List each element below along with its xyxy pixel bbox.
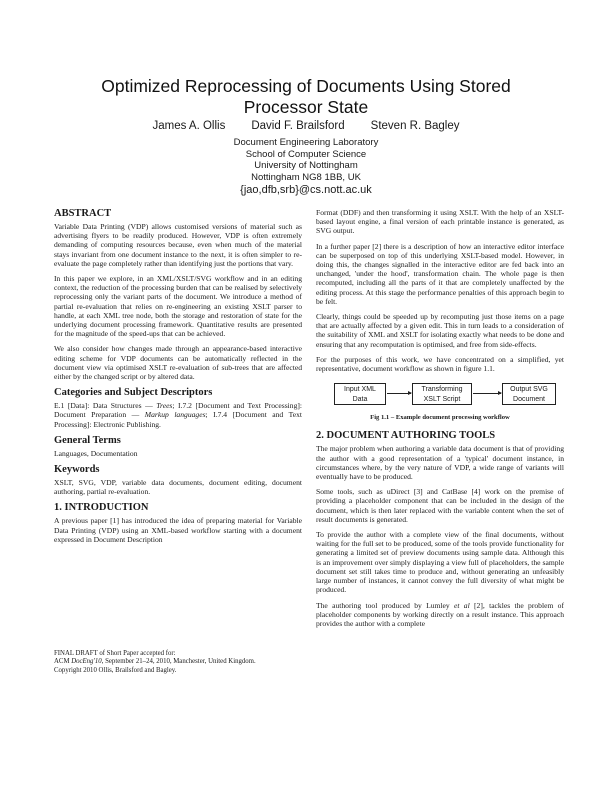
s2p4-part-c: [2], tackles the problem of placeholder components by working directly on a result instance. This approach provides the author with a complete	[316, 600, 564, 628]
section-2-paragraph-2: Some tools, such as uDirect [3] and CatBase [4] work on the premise of providing a placeholder component that can be included in the design of the document, which is then later replaced with the variable content when the set of result documents is generated.	[316, 487, 564, 524]
figure-box-2-line-1: Transforming	[421, 386, 463, 394]
s2p4-italic: et al	[454, 600, 470, 610]
author-3: Steven R. Bagley	[370, 120, 460, 132]
section-2-heading: 2. DOCUMENT AUTHORING TOOLS	[316, 430, 496, 442]
section-2-paragraph-3: To provide the author with a complete view of the final documents, without waiting for the full set to be produced, some of the tools provide functionality for generating a limited set of preview documents using sample data. Although this is an improvement over simply displaying a view full of placeholders, the sample document set still takes time to produce and, without generating an unfeasibly large number of instances, it cannot convey the full diversity of what might be produced.	[316, 530, 564, 595]
figure-box-output-svg	[502, 383, 556, 405]
title-line-1: Optimized Reprocessing of Documents Using Stored	[101, 76, 511, 96]
intro-paragraph-4: For the purposes of this work, we have concentrated on a simplified, yet representative, document workflow as shown in figure 1.1.	[316, 354, 564, 374]
footnote-line-3: Copyright 2010 Ollis, Brailsford and Bagley.	[54, 666, 177, 674]
abstract-paragraph-3: We also consider how changes made through an appearance-based interactive editing scheme for VDP documents can be automatically reflected in the document view via optimised XSLT re-evaluation of sub-trees that are affected either by the changed script or by altered data.	[54, 344, 302, 382]
figure-box-1-line-1: Input XML	[344, 386, 376, 394]
terms-heading: General Terms	[54, 434, 121, 446]
intro-paragraph-1-cont: Format (DDF) and then transforming it using XSLT. With the help of an XSLT-based layout engine, a final version of each printable instance is generated, as SVG output.	[316, 208, 564, 236]
categories-part-b: ; I.7.2 [Document and Text Processing]: Document Preparation —	[54, 401, 303, 420]
affil-email: {jao,dfb,srb}@cs.nott.ac.uk	[240, 184, 372, 196]
author-1: James A. Ollis	[152, 120, 226, 132]
footnote-line-2	[54, 658, 304, 666]
footnote-date-place: , September 21–24, 2010, Manchester, United Kingdom.	[101, 658, 256, 666]
intro-paragraph-2: In a further paper [2] there is a description of how an interactive editor interface can be superposed on top of this underlying XSLT-based model. However, in doing this, the changes signalled in the interactive editor are fed back into an unchanged, 'under the hood', transformation chain. The whole page is then recomputed, including all the parts of it that are completely unaffected by the editing process. At this stage the performance penalties of this approach begin to be felt.	[316, 241, 564, 306]
figure-box-xslt-script	[412, 383, 472, 405]
categories-italic-a: Trees	[156, 401, 173, 411]
categories-part-a: E.1 [Data]: Data Structures —	[54, 401, 157, 411]
categories-part-c: ; I.7.4 [Document and Text Processing]: Electronic Publishing.	[54, 410, 302, 429]
abstract-paragraph-1: Variable Data Printing (VDP) allows customised versions of material such as advertising flyers to be readily produced. However, VDP is often extremely demanding of computing resources because, even when much of the material stays invariant from one document instance to the next, it is often simpler to re-evaluate the page completely rather than identifying just the portions that vary.	[54, 222, 302, 268]
footnote-conference: DocEng'10	[71, 658, 102, 666]
affil-university: University of Nottingham	[254, 160, 358, 171]
keywords-heading: Keywords	[54, 464, 100, 476]
introduction-heading: 1. INTRODUCTION	[54, 502, 149, 514]
copyright-footnote	[54, 650, 304, 675]
categories-italic-b: Markup languages	[144, 410, 206, 420]
affil-lab: Document Engineering Laboratory	[233, 137, 379, 148]
footnote-line-1: FINAL DRAFT of Short Paper accepted for:	[54, 650, 176, 657]
s2p4-part-a: The authoring tool produced by Lumley	[316, 600, 455, 610]
right-column	[316, 208, 564, 634]
figure-arrow-1	[387, 393, 411, 394]
intro-paragraph-3: Clearly, things could be speeded up by recomputing just those items on a page that are actually affected by a given edit. This in turn leads to a consideration of the suitability of XML and XSLT for isolating exactly what needs to be done and ensuring that any recomputation is optimised, and free from side-effects.	[316, 312, 564, 349]
categories-heading: Categories and Subject Descriptors	[54, 387, 213, 399]
author-2: David F. Brailsford	[251, 120, 345, 132]
introduction-paragraph-1: A previous paper [1] has introduced the idea of preparing material for Variable Data Printing (VDP) using an XML-based workflow starting with a document expressed in Document Description	[54, 516, 302, 544]
affil-school: School of Computer Science	[245, 148, 367, 160]
figure-caption: Fig 1.1 – Example document processing workflow	[370, 414, 510, 422]
figure-box-2-line-2: XSLT Script	[423, 396, 461, 404]
figure-box-input-xml	[334, 383, 386, 405]
abstract-paragraph-2: In this paper we explore, in an XML/XSLT/SVG workflow and in an editing context, the reduction of the processing burden that can be realised by selectively reprocessing only the variant parts of the document. We introduce a method of partial re-evaluation that relies on re-engineering an existing XSLT parser to handle, at each XML tree node, both the storage and restoration of state for the underlying document processing framework. Quantitative results are presented for the magnitude of the speed-ups that can be achieved.	[54, 274, 302, 339]
figure-box-3-line-1: Output SVG	[510, 386, 548, 394]
left-column	[54, 208, 302, 550]
workflow-figure	[316, 383, 564, 409]
affiliation	[150, 137, 462, 197]
abstract-heading: ABSTRACT	[54, 208, 112, 219]
footnote-acm: ACM	[54, 658, 72, 666]
keywords-text: XSLT, SVG, VDP, variable data documents, document editing, document authoring, partial re-evaluation.	[54, 478, 302, 497]
terms-text: Languages, Documentation	[54, 448, 138, 458]
title-line-2: Processor State	[243, 97, 369, 117]
figure-box-3-line-2: Document	[513, 396, 545, 404]
affil-address: Nottingham NG8 1BB, UK	[251, 171, 361, 183]
figure-box-1-line-2: Data	[352, 396, 368, 404]
categories-text	[54, 401, 302, 429]
paper-title	[60, 76, 552, 118]
author-list	[100, 120, 512, 132]
section-2-paragraph-4	[316, 601, 564, 629]
figure-arrow-2	[473, 393, 501, 394]
section-2-paragraph-1: The major problem when authoring a variable data document is that of providing the author with a good representation of a 'typical' document instance, in circumstances where, by the very nature of VDP, a wide range of variants will eventually have to be produced.	[316, 444, 564, 482]
